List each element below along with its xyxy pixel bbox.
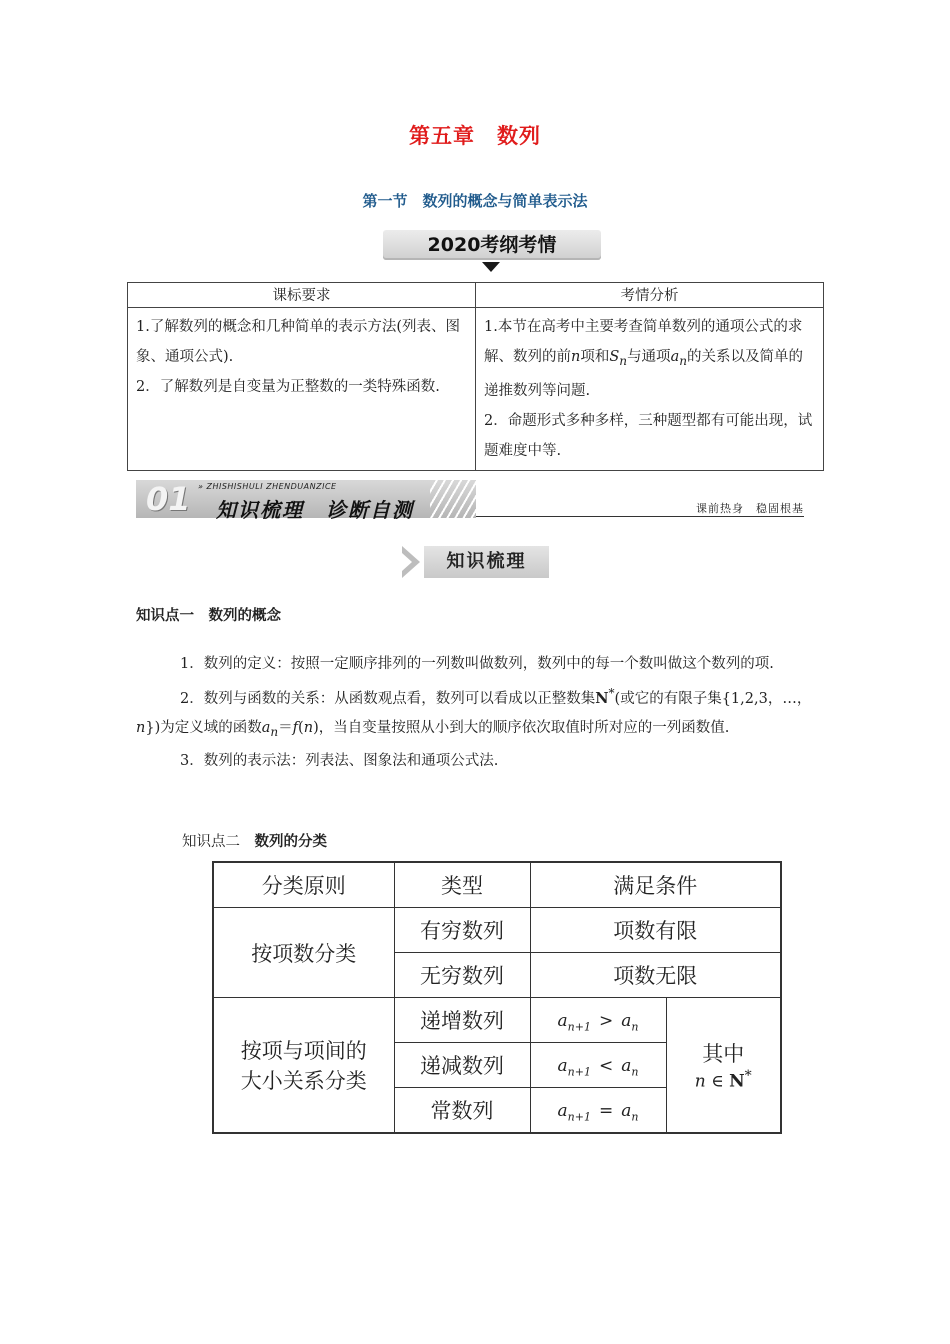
analysis-item: 1.本节在高考中主要考查简单数列的通项公式的求解、数列的前n项和$S_n$与通项$a_n$的关系以及简单的递推数列等问题. (484, 319, 803, 399)
function-relation-paragraph: 2．数列与函数的关系：从函数观点看，数列可以看成以正整数集N*(或它的有限子集{1,2,3，…，n})为定义域的函数$a_n=f(n)$，当自变量按照从小到大的顺序依次取值时所对应的一列函数值. (136, 686, 812, 739)
requirement-item: 2．了解数列是自变量为正整数的一类特殊函数. (136, 379, 440, 395)
condition-infinite: 项数无限 (530, 953, 781, 998)
requirements-table (127, 282, 824, 471)
type-infinite: 无穷数列 (394, 953, 530, 998)
kp2-heading: 知识点二 数列的分类 (182, 834, 327, 850)
analysis-header: 考情分析 (476, 283, 824, 308)
representation-paragraph: 3．数列的表示法：列表法、图象法和通项公式法. (180, 752, 499, 769)
knowledge-review-banner: 知识梳理 (424, 546, 549, 578)
condition-finite: 项数有限 (530, 908, 781, 953)
analysis-cell (476, 308, 824, 471)
condition-increasing: $a_{n+1} > a_n$ (530, 998, 666, 1043)
requirement-item: 1.了解数列的概念和几种简单的表示方法(列表、图象、通项公式). (136, 319, 460, 365)
section-header-tagline: 课前热身 稳固根基 (696, 502, 804, 515)
definition-paragraph: 1．数列的定义：按照一定顺序排列的一列数叫做数列，数列中的每一个数叫做这个数列的项. (180, 656, 774, 672)
section-number: 01 (146, 480, 191, 518)
section-header-title: 知识梳理 诊断自测 (216, 498, 414, 522)
condition-note: 其中 n ∈ N* (666, 998, 781, 1134)
group-by-order: 按项与项间的 大小关系分类 (213, 998, 394, 1134)
header-type: 类型 (394, 862, 530, 908)
requirements-header: 课标要求 (128, 283, 476, 308)
exam-outline-banner: 2020考纲考情 (383, 230, 601, 260)
analysis-item: 2．命题形式多种多样，三种题型都有可能出现，试题难度中等. (484, 412, 813, 459)
kp1-heading: 知识点一 数列的概念 (136, 608, 281, 624)
arrow-icon-inner (402, 553, 412, 571)
section-subtitle: » ZHISHISHULI ZHENDUANZICE (198, 482, 337, 491)
classification-table (212, 861, 782, 1134)
kp1-body (136, 650, 816, 776)
section-title: 第一节 数列的概念与简单表示法 (362, 192, 588, 210)
type-finite: 有穷数列 (394, 908, 530, 953)
header-condition: 满足条件 (530, 862, 781, 908)
banner-pointer-icon (482, 262, 500, 272)
condition-constant: $a_{n+1} = a_n$ (530, 1088, 666, 1134)
type-increasing: 递增数列 (394, 998, 530, 1043)
condition-decreasing: $a_{n+1} < a_n$ (530, 1043, 666, 1088)
header-principle: 分类原则 (213, 862, 394, 908)
decorative-stripes (430, 480, 476, 518)
type-constant: 常数列 (394, 1088, 530, 1134)
divider (476, 516, 804, 517)
group-by-count: 按项数分类 (213, 908, 394, 998)
requirements-cell (128, 308, 476, 471)
chapter-title: 第五章 数列 (409, 124, 541, 148)
type-decreasing: 递减数列 (394, 1043, 530, 1088)
